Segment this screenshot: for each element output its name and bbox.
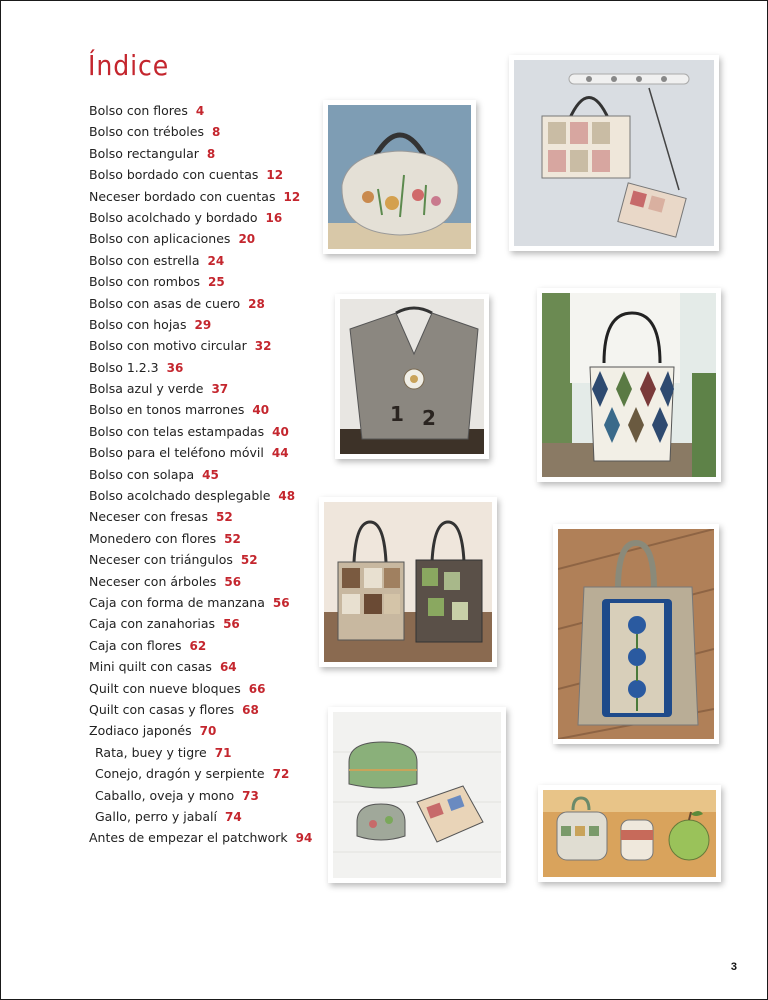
toc-entry-label: Bolso con estrella [89,252,200,268]
toc-entry [89,314,312,335]
toc-entry [89,742,312,763]
toc-entry-label: Quilt con casas y flores [89,701,235,717]
toc-entry-label: Rata, buey y tigre [95,744,207,760]
toc-entry-page: 40 [252,403,270,418]
page-number: 3 [730,961,737,973]
toc-entry-label: Bolso con aplicaciones [89,231,231,247]
toc-entry-label: Caja con zanahorias [89,616,216,632]
photo-tote-blue-flowers [553,524,719,744]
page-title: Índice [88,49,170,82]
photo-bags-hanging [509,55,719,251]
toc-entry-page: 8 [211,125,221,140]
toc-entry [89,528,312,549]
toc-entry [89,143,312,164]
toc-entry-page: 71 [214,745,232,760]
toc-entry [89,100,312,121]
toc-entry [89,399,312,420]
toc-entry [89,164,312,185]
toc-entry-page: 25 [208,275,225,290]
toc-entry [89,763,312,784]
toc-entry-page: 12 [266,168,284,183]
toc-entry-label: Bolso en tonos marrones [89,402,245,418]
toc-entry [89,592,312,613]
toc-entry-label: Bolso con solapa [89,466,195,482]
toc-entry [89,186,312,207]
toc-entry-label: Bolso con asas de cuero [89,295,241,311]
toc-entry [89,271,312,292]
toc-entry-page: 44 [271,446,289,461]
toc-entry [89,720,312,741]
toc-entry [89,656,312,677]
toc-entry-page: 4 [195,104,205,118]
svg-text:2: 2 [422,406,436,430]
toc-entry-page: 70 [199,724,217,739]
toc-entry [89,357,312,378]
toc-entry-label: Conejo, dragón y serpiente [95,766,265,782]
toc-entry-label: Quilt con nueve bloques [89,680,241,696]
toc-entry-label: Neceser con fresas [89,509,208,525]
toc-entry-label: Bolso con tréboles [89,124,204,140]
toc-entry-page: 64 [219,660,237,675]
toc-entry-page: 40 [272,424,289,439]
toc-entry-page: 16 [265,210,283,225]
toc-entry [89,699,312,720]
toc-entry-page: 56 [224,574,242,589]
toc-entry-page: 62 [189,638,207,653]
svg-text:1: 1 [390,402,404,426]
toc-entry-page: 94 [295,831,313,846]
toc-entry [89,506,312,527]
toc-entry-label: Bolso 1.2.3 [89,359,159,375]
toc-entry-label: Neceser con árboles [89,573,217,589]
toc-entry-page: 12 [283,189,301,204]
toc-entry-label: Neceser bordado con cuentas [89,188,276,204]
toc-entry [89,485,312,506]
toc-entry [89,635,312,656]
toc-entry [89,464,312,485]
toc-entry-label: Bolso para el teléfono móvil [89,445,264,461]
toc-entry-page: 45 [202,467,219,482]
toc-entry-label: Neceser con triángulos [89,552,233,568]
toc-entry-page: 48 [278,489,296,504]
toc-entry-label: Mini quilt con casas [89,659,212,675]
toc-entry-page: 32 [254,339,272,354]
toc-entry-page: 66 [248,681,266,696]
toc-entry-page: 52 [224,531,241,546]
photo-bag-123 [335,294,489,459]
toc-entry [89,207,312,228]
toc-entry-page: 29 [194,317,212,332]
toc-entry-page: 52 [240,553,258,568]
toc-entry [89,678,312,699]
toc-entry-label: Bolso acolchado y bordado [89,209,258,225]
toc-entry-page: 52 [215,510,233,525]
toc-entry-page: 28 [248,296,265,311]
toc-entry-page: 8 [206,146,216,161]
toc-entry [89,827,312,848]
toc-entry-page: 36 [166,360,184,375]
toc-entry-page: 56 [272,595,290,610]
toc-entry-label: Bolsa azul y verde [89,381,204,397]
toc-entry-label: Antes de empezar el patchwork [89,830,288,846]
toc-entry [89,293,312,314]
toc-entry-label: Bolso rectangular [89,145,199,161]
toc-entry-page: 68 [242,702,259,717]
toc-entry-label: Bolso bordado con cuentas [89,167,259,183]
toc-entry-page: 20 [238,232,256,247]
photo-bag-flowers [323,100,476,254]
toc-entry [89,378,312,399]
toc-entry [89,806,312,827]
toc-entry-label: Gallo, perro y jabalí [95,808,217,824]
toc-entry-page: 24 [207,253,225,268]
toc-entry-label: Bolso acolchado desplegable [89,488,271,504]
toc-entry-label: Zodiaco japonés [89,723,192,739]
toc-entry-label: Caballo, oveja y mono [95,787,235,803]
toc-entry [89,613,312,634]
toc-entry [89,571,312,592]
toc-entry [89,228,312,249]
toc-entry-label: Caja con forma de manzana [89,594,265,610]
toc-entry-label: Bolso con hojas [89,316,187,332]
toc-entry-label: Monedero con flores [89,530,217,546]
toc-entry-page: 74 [224,809,242,824]
toc-entry-page: 73 [242,788,259,803]
photo-pouches [328,707,506,883]
toc-entry-page: 37 [211,382,229,397]
toc-entry [89,335,312,356]
toc-entry [89,121,312,142]
toc-entry [89,250,312,271]
toc-entry-label: Bolso con flores [89,103,188,118]
toc-entry-page: 56 [223,617,240,632]
toc-entry-label: Bolso con motivo circular [89,338,247,354]
toc-entry [89,785,312,806]
toc-entry [89,549,312,570]
photo-boxes [538,785,721,882]
toc-entry-page: 72 [272,767,290,782]
photo-bags-brown [319,497,497,667]
toc-entry-label: Bolso con rombos [89,274,201,290]
toc-entry [89,442,312,463]
toc-entry-label: Bolso con telas estampadas [89,423,265,439]
toc-entry [89,421,312,442]
table-of-contents [89,100,312,849]
toc-entry-label: Caja con flores [89,637,182,653]
photo-bag-diamonds [537,288,721,482]
